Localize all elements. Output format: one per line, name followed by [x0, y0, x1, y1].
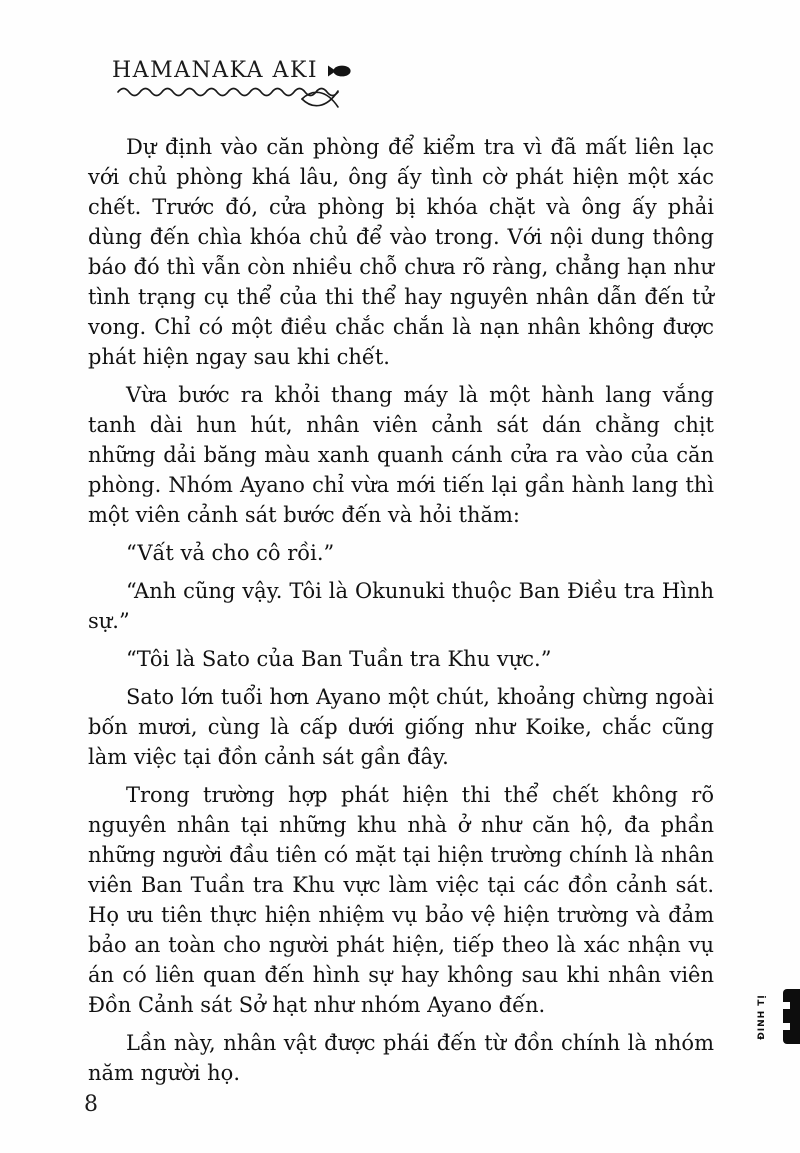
paragraph-dialogue: “Vất vả cho cô rồi.” [126, 541, 335, 565]
paragraph: Lần này, nhân vật được phái đến từ đồn chính là nhóm năm người họ. [88, 1031, 714, 1085]
paragraph: Trong trường hợp phát hiện thi thể chết không rõ nguyên nhân tại những khu nhà ở như căn hộ, đa phần những người đầu tiên có mặt tại hiện trường chính là nhân viên Ban Tuần tra Khu vực làm việc tại các đồn cảnh sát. Họ ưu tiên thực hiện nhiệm vụ bảo vệ hiện trường và đảm bảo an toàn cho người phát hiện, tiếp theo là xác nhận vụ án có liên quan đến hình sự hay không sau khi nhân viên Đồn Cảnh sát Sở hạt như nhóm Ayano đến. [88, 783, 714, 1017]
wavy-line-ornament [116, 84, 354, 112]
author-row [112, 58, 354, 83]
page-number: 8 [84, 1092, 98, 1117]
paragraph-dialogue: “Tôi là Sato của Ban Tuần tra Khu vực.” [126, 647, 552, 671]
author-name: HAMANAKA AKI [112, 58, 319, 83]
fish-solid-icon [327, 64, 351, 78]
book-spine-icon [783, 989, 800, 1044]
paragraph: Vừa bước ra khỏi thang máy là một hành lang vắng tanh dài hun hút, nhân viên cảnh sát dán chằng chịt những dải băng màu xanh quanh cánh cửa ra vào của căn phòng. Nhóm Ayano chỉ vừa mới tiến lại gần hành lang thì một viên cảnh sát bước đến và hỏi thăm: [88, 383, 714, 527]
publisher-mark [757, 988, 800, 1046]
publisher-name: ĐINH TỊ [757, 994, 768, 1040]
paragraph: Sato lớn tuổi hơn Ayano một chút, khoảng chừng ngoài bốn mươi, cùng là cấp dưới giống như Koike, chắc cũng làm việc tại đồn cảnh sát gần đây. [88, 685, 714, 769]
page-header [112, 58, 354, 112]
paragraph-dialogue: “Anh cũng vậy. Tôi là Okunuki thuộc Ban Điều tra Hình sự.” [88, 579, 714, 633]
wave-line [118, 89, 338, 96]
paragraph: Dự định vào căn phòng để kiểm tra vì đã mất liên lạc với chủ phòng khá lâu, ông ấy tình cờ phát hiện một xác chết. Trước đó, cửa phòng bị khóa chặt và ông ấy phải dùng đến chìa khóa chủ để vào trong. Với nội dung thông báo đó thì vẫn còn nhiều chỗ chưa rõ ràng, chẳng hạn như tình trạng cụ thể của thi thể hay nguyên nhân dẫn đến tử vong. Chỉ có một điều chắc chắn là nạn nhân không được phát hiện ngay sau khi chết. [88, 135, 714, 369]
body-text [88, 132, 714, 1088]
